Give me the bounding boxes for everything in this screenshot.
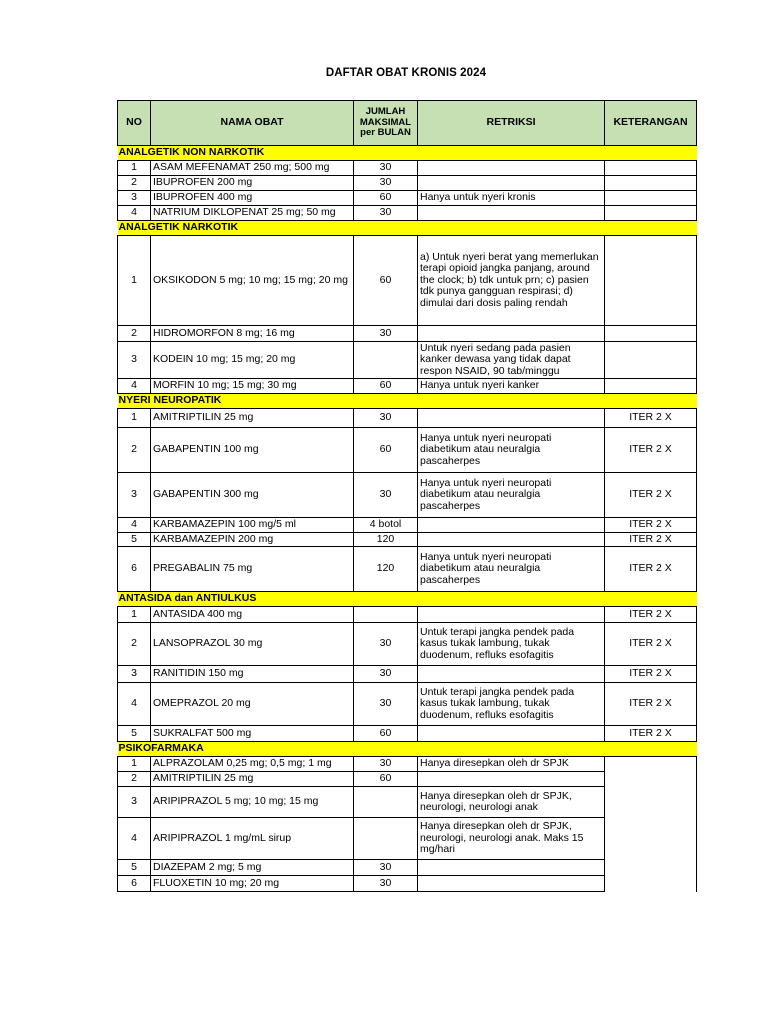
table-row (118, 326, 697, 342)
cell-keterangan: ITER 2 X (605, 409, 697, 428)
table-row (118, 428, 697, 473)
category-row (118, 742, 697, 757)
cell-no: 1 (118, 236, 151, 326)
cell-keterangan: ITER 2 X (605, 428, 697, 473)
category-row (118, 394, 697, 409)
cell-retriksi: Hanya diresepkan oleh dr SPJK (418, 757, 605, 772)
cell-retriksi (418, 326, 605, 342)
cell-retriksi: Hanya untuk nyeri neuropati diabetikum atau neuralgia pascaherpes (418, 428, 605, 473)
category-label: ANTASIDA dan ANTIULKUS (118, 592, 697, 607)
cell-keterangan (605, 176, 697, 191)
cell-retriksi: Untuk terapi jangka pendek pada kasus tukak lambung, tukak duodenum, refluks esofagitis (418, 623, 605, 666)
cell-no: 5 (118, 860, 151, 876)
cell-no: 1 (118, 607, 151, 623)
table-row (118, 342, 697, 379)
cell-no: 4 (118, 206, 151, 221)
table-body (118, 146, 697, 892)
cell-retriksi: Hanya untuk nyeri kanker (418, 379, 605, 394)
table-row (118, 533, 697, 547)
cell-no: 3 (118, 473, 151, 518)
cell-no: 5 (118, 726, 151, 742)
cell-retriksi: Hanya untuk nyeri neuropati diabetikum atau neuralgia pascaherpes (418, 473, 605, 518)
cell-no: 1 (118, 409, 151, 428)
cell-retriksi (418, 409, 605, 428)
cell-jumlah: 60 (354, 772, 418, 787)
cell-nama-obat: DIAZEPAM 2 mg; 5 mg (151, 860, 354, 876)
cell-nama-obat: MORFIN 10 mg; 15 mg; 30 mg (151, 379, 354, 394)
cell-jumlah: 30 (354, 623, 418, 666)
cell-retriksi (418, 726, 605, 742)
cell-jumlah (354, 787, 418, 818)
cell-nama-obat: FLUOXETIN 10 mg; 20 mg (151, 876, 354, 892)
cell-retriksi (418, 206, 605, 221)
cell-no: 4 (118, 818, 151, 860)
cell-no: 3 (118, 342, 151, 379)
cell-retriksi (418, 666, 605, 683)
cell-no: 2 (118, 772, 151, 787)
table-row (118, 518, 697, 533)
cell-nama-obat: SUKRALFAT 500 mg (151, 726, 354, 742)
table-row (118, 176, 697, 191)
cell-jumlah: 30 (354, 473, 418, 518)
category-label: NYERI NEUROPATIK (118, 394, 697, 409)
cell-jumlah: 30 (354, 176, 418, 191)
cell-keterangan: ITER 2 X (605, 623, 697, 666)
header-retriksi: RETRIKSI (418, 101, 605, 146)
cell-no: 2 (118, 428, 151, 473)
cell-no: 2 (118, 623, 151, 666)
cell-no: 6 (118, 547, 151, 592)
cell-jumlah: 30 (354, 326, 418, 342)
cell-retriksi: Hanya untuk nyeri neuropati diabetikum atau neuralgia pascaherpes (418, 547, 605, 592)
cell-retriksi (418, 607, 605, 623)
cell-keterangan: ITER 2 X (605, 473, 697, 518)
table-row (118, 757, 697, 772)
cell-keterangan: ITER 2 X (605, 518, 697, 533)
cell-keterangan: ITER 2 X (605, 683, 697, 726)
cell-jumlah: 120 (354, 533, 418, 547)
category-row (118, 221, 697, 236)
drug-table (117, 100, 697, 892)
cell-no: 3 (118, 191, 151, 206)
table-row (118, 473, 697, 518)
cell-keterangan-merged (605, 757, 697, 892)
cell-retriksi (418, 161, 605, 176)
cell-retriksi (418, 860, 605, 876)
cell-nama-obat: GABAPENTIN 100 mg (151, 428, 354, 473)
cell-jumlah (354, 607, 418, 623)
cell-nama-obat: ARIPIPRAZOL 1 mg/mL sirup (151, 818, 354, 860)
cell-no: 4 (118, 379, 151, 394)
cell-retriksi: a) Untuk nyeri berat yang memerlukan terapi opioid jangka panjang, around the clock; b) tdk untuk prn; c) pasien tdk punya gangguan respirasi; d) dimulai dari dosis paling rendah (418, 236, 605, 326)
header-jumlah-line2: MAKSIMAL (359, 116, 412, 128)
cell-retriksi: Untuk nyeri sedang pada pasien kanker dewasa yang tidak dapat respon NSAID, 90 tab/minggu (418, 342, 605, 379)
cell-jumlah: 30 (354, 409, 418, 428)
table-row (118, 623, 697, 666)
cell-jumlah: 30 (354, 876, 418, 892)
cell-jumlah: 30 (354, 206, 418, 221)
cell-retriksi (418, 518, 605, 533)
cell-nama-obat: IBUPROFEN 400 mg (151, 191, 354, 206)
cell-nama-obat: OKSIKODON 5 mg; 10 mg; 15 mg; 20 mg (151, 236, 354, 326)
table-row (118, 191, 697, 206)
cell-nama-obat: RANITIDIN 150 mg (151, 666, 354, 683)
document-title: DAFTAR OBAT KRONIS 2024 (325, 67, 487, 79)
cell-nama-obat: OMEPRAZOL 20 mg (151, 683, 354, 726)
table-row (118, 726, 697, 742)
cell-keterangan (605, 236, 697, 326)
table-row (118, 409, 697, 428)
cell-jumlah: 60 (354, 379, 418, 394)
cell-keterangan: ITER 2 X (605, 607, 697, 623)
cell-keterangan: ITER 2 X (605, 666, 697, 683)
category-label: ANALGETIK NON NARKOTIK (118, 146, 697, 161)
cell-jumlah: 60 (354, 428, 418, 473)
cell-nama-obat: KODEIN 10 mg; 15 mg; 20 mg (151, 342, 354, 379)
table-row (118, 607, 697, 623)
cell-jumlah: 30 (354, 683, 418, 726)
cell-no: 3 (118, 787, 151, 818)
cell-jumlah: 60 (354, 236, 418, 326)
cell-nama-obat: IBUPROFEN 200 mg (151, 176, 354, 191)
cell-no: 6 (118, 876, 151, 892)
cell-retriksi (418, 772, 605, 787)
cell-nama-obat: ARIPIPRAZOL 5 mg; 10 mg; 15 mg (151, 787, 354, 818)
cell-jumlah: 60 (354, 191, 418, 206)
cell-retriksi: Hanya diresepkan oleh dr SPJK, neurologi, neurologi anak. Maks 15 mg/hari (418, 818, 605, 860)
cell-jumlah: 30 (354, 757, 418, 772)
cell-retriksi (418, 176, 605, 191)
cell-jumlah: 30 (354, 860, 418, 876)
cell-keterangan (605, 379, 697, 394)
header-nama-obat: NAMA OBAT (151, 101, 354, 146)
cell-jumlah: 120 (354, 547, 418, 592)
cell-jumlah: 30 (354, 666, 418, 683)
cell-keterangan: ITER 2 X (605, 547, 697, 592)
cell-nama-obat: ANTASIDA 400 mg (151, 607, 354, 623)
header-jumlah-line1: JUMLAH (365, 106, 406, 118)
cell-keterangan (605, 326, 697, 342)
cell-no: 1 (118, 161, 151, 176)
cell-no: 3 (118, 666, 151, 683)
cell-no: 5 (118, 533, 151, 547)
header-jumlah (354, 101, 418, 146)
cell-keterangan (605, 191, 697, 206)
cell-retriksi: Untuk terapi jangka pendek pada kasus tukak lambung, tukak duodenum, refluks esofagitis (418, 683, 605, 726)
table-row (118, 683, 697, 726)
cell-nama-obat: ALPRAZOLAM 0,25 mg; 0,5 mg; 1 mg (151, 757, 354, 772)
table-row (118, 161, 697, 176)
cell-no: 2 (118, 326, 151, 342)
cell-keterangan (605, 161, 697, 176)
cell-nama-obat: AMITRIPTILIN 25 mg (151, 772, 354, 787)
table-row (118, 547, 697, 592)
header-jumlah-line3: per BULAN (360, 127, 411, 139)
cell-jumlah (354, 342, 418, 379)
cell-nama-obat: AMITRIPTILIN 25 mg (151, 409, 354, 428)
cell-no: 2 (118, 176, 151, 191)
header-keterangan: KETERANGAN (605, 101, 697, 146)
cell-no: 4 (118, 683, 151, 726)
table-row (118, 206, 697, 221)
cell-jumlah: 4 botol (354, 518, 418, 533)
category-label: ANALGETIK NARKOTIK (118, 221, 697, 236)
cell-keterangan: ITER 2 X (605, 533, 697, 547)
cell-retriksi: Hanya untuk nyeri kronis (418, 191, 605, 206)
cell-nama-obat: HIDROMORFON 8 mg; 16 mg (151, 326, 354, 342)
cell-keterangan (605, 206, 697, 221)
cell-retriksi: Hanya diresepkan oleh dr SPJK, neurologi, neurologi anak (418, 787, 605, 818)
header-row (118, 101, 697, 146)
cell-no: 1 (118, 757, 151, 772)
cell-keterangan: ITER 2 X (605, 726, 697, 742)
cell-nama-obat: ASAM MEFENAMAT 250 mg; 500 mg (151, 161, 354, 176)
cell-retriksi (418, 876, 605, 892)
cell-nama-obat: KARBAMAZEPIN 100 mg/5 ml (151, 518, 354, 533)
category-row (118, 592, 697, 607)
cell-nama-obat: PREGABALIN 75 mg (151, 547, 354, 592)
cell-keterangan (605, 342, 697, 379)
table-row (118, 379, 697, 394)
cell-no: 4 (118, 518, 151, 533)
cell-nama-obat: GABAPENTIN 300 mg (151, 473, 354, 518)
header-no: NO (118, 101, 151, 146)
cell-jumlah (354, 818, 418, 860)
cell-nama-obat: NATRIUM DIKLOPENAT 25 mg; 50 mg (151, 206, 354, 221)
cell-retriksi (418, 533, 605, 547)
table-row (118, 666, 697, 683)
cell-jumlah: 30 (354, 161, 418, 176)
cell-nama-obat: KARBAMAZEPIN 200 mg (151, 533, 354, 547)
category-label: PSIKOFARMAKA (118, 742, 697, 757)
table-row (118, 236, 697, 326)
category-row (118, 146, 697, 161)
cell-nama-obat: LANSOPRAZOL 30 mg (151, 623, 354, 666)
cell-jumlah: 60 (354, 726, 418, 742)
